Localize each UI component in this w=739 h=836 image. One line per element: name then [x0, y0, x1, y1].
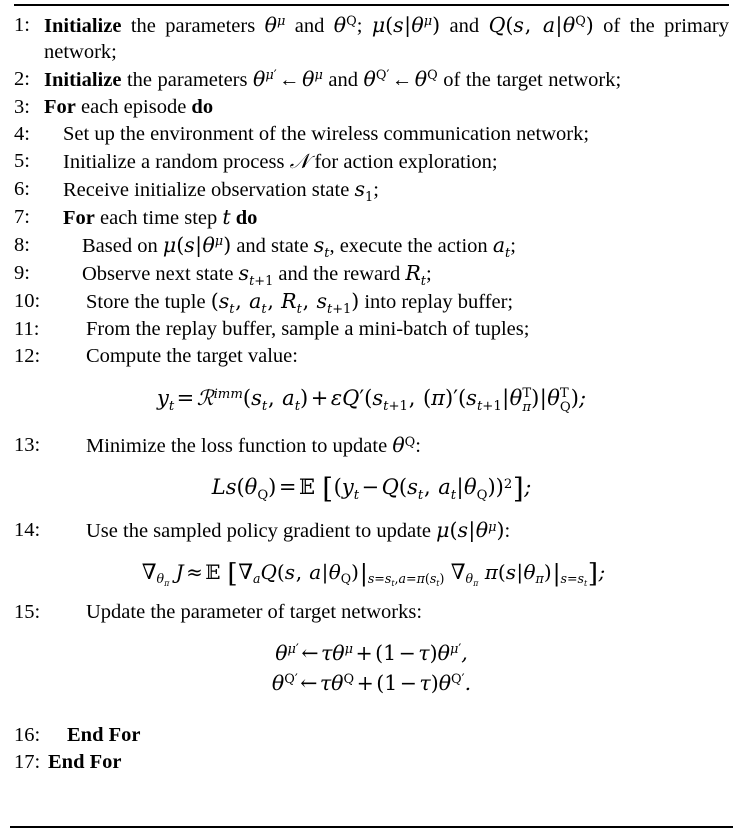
pseudocode-line-10 — [14, 288, 729, 315]
line-15-body: Update the parameter of target networks: — [86, 600, 423, 623]
line-number-16: 16: — [14, 723, 41, 746]
line-14-mu-s-theta-mu: $\mu(s|\theta^\mu)$ — [436, 518, 505, 543]
line-number-10: 10: — [14, 290, 41, 313]
equation-target-update-q-expression: $\theta^{Q'}$ ← $\tau\theta^Q + (1 - \tau)\theta^{Q'}$. — [271, 671, 472, 696]
line-1-text-d: and — [440, 15, 489, 37]
equation-target-update-row-mu — [14, 639, 729, 670]
pseudocode-line-15 — [14, 599, 729, 625]
keyword-do-7: do — [235, 207, 258, 230]
line-1-mu-s-theta-mu: $\mu(s|\theta^\mu)$ — [371, 13, 441, 37]
line-13-theta-q: $\theta^Q$ — [392, 433, 416, 458]
pseudocode-line-12 — [14, 343, 729, 369]
line-7-text-a: each time step — [94, 207, 223, 230]
keyword-for-3: For — [44, 96, 76, 119]
line-11-body: From the replay buffer, sample a mini-batch of tuples; — [86, 318, 530, 341]
line-1-text-e: of the primary network; — [44, 15, 730, 64]
line-1-text-c: ; — [356, 15, 372, 37]
line-6-text-b: ; — [373, 179, 379, 202]
line-2-theta-mu-prime: $\theta^{\mu'}$ — [253, 67, 277, 92]
line-5-text-a: Initialize a random process — [63, 151, 290, 174]
line-6-text-a: Receive initialize observation state — [63, 179, 355, 202]
equation-loss-expression: $Ls(\theta_Q)$ = 𝔼 [($y_t - Q(s_t$, $a_t|\theta_Q))^2$]; — [211, 471, 532, 505]
line-10-body — [48, 288, 729, 315]
line-2-theta-q: $\theta^Q$ — [414, 67, 438, 92]
line-9-state-st1: $s_{t+1}$ — [238, 261, 274, 289]
line-4-body: Set up the environment of the wireless communication network; — [63, 123, 590, 146]
equation-target-update — [14, 639, 729, 700]
line-number-13: 13: — [14, 434, 41, 457]
line-8-state-st: $s_t$ — [313, 233, 330, 261]
algorithm-block — [0, 4, 739, 836]
pseudocode-line-8 — [14, 232, 729, 259]
keyword-end-for-17: End For — [48, 751, 122, 773]
line-2-arrow-1: ← — [279, 69, 300, 92]
line-2-theta-mu: $\theta^\mu$ — [302, 67, 323, 92]
line-8-text-b: and state — [231, 235, 314, 258]
line-13-text-a: Minimize the loss function to update — [86, 435, 393, 458]
keyword-for-7: For — [63, 207, 95, 230]
line-number-6: 6: — [14, 178, 30, 201]
pseudocode-line-9 — [14, 260, 729, 287]
line-number-7: 7: — [14, 206, 30, 229]
line-number-17: 17: — [14, 751, 41, 773]
pseudocode-line-14 — [14, 517, 729, 544]
line-7-body — [44, 204, 729, 231]
pseudocode-line-16 — [14, 722, 729, 748]
equation-target-update-row-q — [14, 669, 729, 700]
keyword-end-for-16: End For — [67, 723, 141, 746]
line-3-text-a: each episode — [75, 96, 192, 119]
pseudocode-lines — [14, 6, 729, 775]
equation-loss-function — [14, 471, 729, 505]
line-8-mu-s-theta-mu: $\mu(s|\theta^\mu)$ — [162, 233, 232, 258]
pseudocode-line-6 — [14, 176, 729, 203]
line-2-theta-q-prime: $\theta^{Q'}$ — [363, 67, 390, 92]
equation-target-value-expression: $y_t$ = $ℛ^{imm}(s_t$, $a_t) + \varepsilon Q'(s_{t+1}$, $(\pi)'(s_{t+1}|\theta$ T π )|θ T Q ); — [156, 386, 587, 415]
line-17-body — [48, 749, 729, 775]
pseudocode-line-17 — [14, 749, 729, 775]
pseudocode-line-4 — [14, 121, 729, 147]
line-8-text-d: ; — [510, 235, 516, 258]
line-9-text-a: Observe next state — [82, 263, 239, 286]
line-2-text-c: of the target network; — [437, 69, 622, 92]
line-number-9: 9: — [14, 262, 30, 285]
pseudocode-line-2 — [14, 66, 729, 93]
pseudocode-line-5 — [14, 148, 729, 175]
line-14-text-b: : — [504, 520, 511, 543]
line-2-body — [44, 66, 729, 93]
line-2-arrow-2: ← — [391, 69, 413, 92]
equation-target-value — [14, 386, 729, 414]
line-number-4: 4: — [14, 123, 30, 146]
line-8-text-a: Based on — [82, 235, 163, 258]
line-8-body — [44, 232, 729, 259]
line-16-body — [48, 722, 729, 748]
line-6-body — [44, 176, 729, 203]
equation-policy-gradient-expression: $\nabla_{\theta_\pi}$ J ≈ 𝔼 [$\nabla_aQ(s$, $a|\theta_Q)|_{s=s_t,a=\pi(s_t)}$ $\nabla_{\theta_\pi}$ $\pi(s|\theta_\pi)|_{s=s_t}$]; — [141, 557, 606, 589]
line-9-reward-rt: $R_t$ — [405, 261, 426, 289]
line-5-text-b: for action exploration; — [309, 151, 498, 174]
line-number-1: 1: — [14, 14, 30, 36]
line-1-body — [44, 12, 729, 65]
line-1-q-s-a-theta-q: Q(s, $a|\theta^Q$) — [488, 13, 594, 37]
line-9-body — [44, 260, 729, 287]
line-12-body: Compute the target value: — [86, 345, 298, 368]
line-number-3: 3: — [14, 96, 30, 119]
line-number-5: 5: — [14, 150, 30, 173]
line-1-theta-mu: $\theta^\mu$ — [264, 13, 286, 37]
pseudocode-line-13 — [14, 432, 729, 459]
line-8-action-at: $a_t$ — [492, 233, 511, 261]
pseudocode-line-1 — [14, 12, 729, 65]
line-3-body — [44, 94, 729, 120]
bottom-rule — [10, 826, 733, 828]
line-6-symbol-s1: $s_1$ — [354, 177, 374, 205]
line-14-text-a: Use the sampled policy gradient to update — [86, 520, 437, 543]
line-13-text-b: : — [415, 435, 421, 458]
pseudocode-line-11 — [14, 316, 729, 342]
line-5-body — [44, 148, 729, 175]
line-10-text-a: Store the tuple — [86, 291, 211, 314]
line-number-8: 8: — [14, 234, 30, 257]
line-9-text-b: and the reward — [273, 263, 406, 286]
line-2-text-b: and — [322, 69, 364, 92]
line-1-text-a: the parameters — [121, 15, 265, 37]
line-10-text-b: into replay buffer; — [359, 291, 514, 314]
line-5-symbol-n: 𝒩 — [289, 149, 310, 174]
line-13-body — [48, 432, 729, 459]
line-8-text-c: , execute the action — [329, 235, 493, 258]
equation-target-update-mu-expression: $\theta^{\mu'}$ ← $\tau\theta^\mu + (1 - \tau)\theta^{\mu'}$, — [275, 640, 468, 665]
line-9-text-c: ; — [425, 263, 432, 286]
line-number-2: 2: — [14, 68, 30, 91]
line-number-14: 14: — [14, 519, 41, 542]
line-number-15: 15: — [14, 600, 41, 623]
line-10-tuple: ($s_t$, $a_t$, $R_t$, $s_{t+1}$) — [210, 289, 360, 317]
keyword-initialize-1: Initialize — [44, 15, 122, 37]
line-1-text-b: and — [285, 15, 334, 37]
pseudocode-line-3 — [14, 94, 729, 120]
line-7-symbol-t: t — [222, 205, 231, 230]
keyword-initialize-2: Initialize — [44, 69, 122, 92]
line-number-11: 11: — [14, 318, 40, 341]
pseudocode-line-7 — [14, 204, 729, 231]
line-number-12: 12: — [14, 345, 41, 368]
line-14-body — [48, 517, 729, 544]
keyword-do-3: do — [191, 96, 214, 119]
equation-policy-gradient — [14, 559, 729, 587]
line-1-theta-q: $\theta^Q$ — [333, 13, 357, 37]
line-2-text-a: the parameters — [121, 69, 254, 92]
